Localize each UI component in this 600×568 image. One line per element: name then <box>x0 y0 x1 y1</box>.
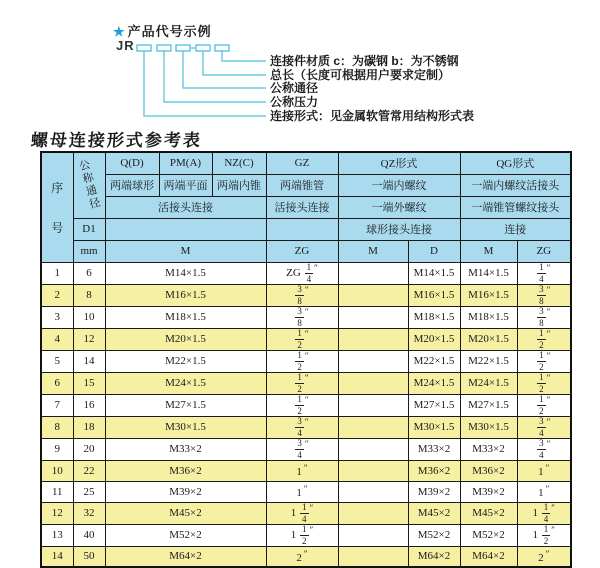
cell-m: M24×1.5 <box>105 372 266 394</box>
cell-gz: $\frac{3}{8}$ ″ <box>266 306 338 328</box>
header-unit-qz-d: D <box>408 240 460 262</box>
header-col-q: Q(D) <box>105 152 159 174</box>
header-unit-qg-zg: ZG <box>517 240 571 262</box>
cell-qg-m: M20×1.5 <box>460 328 517 350</box>
cell-gz: 1 $\frac{1}{4}$ ″ <box>266 502 338 524</box>
cell-seq: 6 <box>41 372 73 394</box>
cell-dn: 12 <box>73 328 105 350</box>
cell-qz-m <box>338 306 408 328</box>
cell-m: M22×1.5 <box>105 350 266 372</box>
cell-qz-m <box>338 350 408 372</box>
cell-qg-zg: $\frac{3}{4}$ ″ <box>517 416 571 438</box>
seq-char: 序 <box>51 180 64 195</box>
table-row <box>41 350 571 372</box>
cell-gz: 1 ″ <box>266 460 338 481</box>
cell-dn: 14 <box>73 350 105 372</box>
cell-seq: 14 <box>41 546 73 567</box>
cell-dn: 15 <box>73 372 105 394</box>
cell-seq: 13 <box>41 524 73 546</box>
label-material: 连接件材质 c：为碳钢 b：为不锈钢 <box>270 54 459 68</box>
header-gz-desc: 两端锥管 <box>266 174 338 196</box>
connector-2 <box>164 51 266 102</box>
cell-qz-d: M33×2 <box>408 438 460 460</box>
table-row <box>41 372 571 394</box>
cell-qg-zg: $\frac{1}{4}$ ″ <box>517 262 571 284</box>
cell-qg-m: M33×2 <box>460 438 517 460</box>
cell-qg-zg: 2 ″ <box>517 546 571 567</box>
cell-m: M39×2 <box>105 481 266 502</box>
cell-seq: 11 <box>41 481 73 502</box>
cell-qz-m <box>338 328 408 350</box>
cell-qz-m <box>338 524 408 546</box>
cell-qz-d: M52×2 <box>408 524 460 546</box>
cell-qz-m <box>338 262 408 284</box>
cell-qz-d: M36×2 <box>408 460 460 481</box>
cell-seq: 8 <box>41 416 73 438</box>
cell-qz-m <box>338 460 408 481</box>
cell-qz-d: M39×2 <box>408 481 460 502</box>
cell-seq: 10 <box>41 460 73 481</box>
table-row <box>41 460 571 481</box>
cell-gz: $\frac{1}{2}$ ″ <box>266 328 338 350</box>
cell-qg-m: M39×2 <box>460 481 517 502</box>
label-connection-form: 连接形式：见金属软管常用结构形式表 <box>270 109 475 123</box>
cell-m: M14×1.5 <box>105 262 266 284</box>
cell-qg-m: M45×2 <box>460 502 517 524</box>
table-row <box>41 262 571 284</box>
header-joint-gz: 活接头连接 <box>266 196 338 218</box>
header-q-desc: 两端球形 <box>105 174 159 196</box>
cell-qz-m <box>338 438 408 460</box>
cell-m: M18×1.5 <box>105 306 266 328</box>
header-empty-gz <box>266 218 338 240</box>
cell-m: M20×1.5 <box>105 328 266 350</box>
cell-gz: $\frac{1}{2}$ ″ <box>266 394 338 416</box>
seq-char: 号 <box>51 220 64 235</box>
cell-m: M30×1.5 <box>105 416 266 438</box>
product-code-prefix: JR <box>116 38 135 53</box>
cell-seq: 12 <box>41 502 73 524</box>
cell-dn: 25 <box>73 481 105 502</box>
cell-qg-m: M36×2 <box>460 460 517 481</box>
diagram-title-text: 产品代号示例 <box>127 24 212 39</box>
header-col-pm: PM(A) <box>159 152 212 174</box>
table-header <box>41 152 571 262</box>
cell-qg-m: M30×1.5 <box>460 416 517 438</box>
label-nominal-pressure: 公称压力 <box>270 95 319 109</box>
connector-5 <box>222 51 266 61</box>
cell-qz-m <box>338 502 408 524</box>
cell-gz: $\frac{1}{2}$ ″ <box>266 350 338 372</box>
table-row <box>41 416 571 438</box>
header-unit-zg: ZG <box>266 240 338 262</box>
header-d1: D1 <box>73 218 105 240</box>
cell-gz: $\frac{3}{4}$ ″ <box>266 416 338 438</box>
cell-m: M36×2 <box>105 460 266 481</box>
cell-qz-d: M30×1.5 <box>408 416 460 438</box>
header-unit-mm: mm <box>73 240 105 262</box>
header-dn-text: 公称通径 <box>76 158 102 212</box>
code-box-1 <box>137 45 151 51</box>
header-qz-desc2: 一端外螺纹 <box>338 196 460 218</box>
header-joint-left: 活接头连接 <box>105 196 266 218</box>
header-pm-desc: 两端平面 <box>159 174 212 196</box>
header-dn <box>73 152 105 218</box>
cell-dn: 16 <box>73 394 105 416</box>
cell-qg-zg: 1 ″ <box>517 460 571 481</box>
cell-qz-m <box>338 416 408 438</box>
cell-qz-d: M20×1.5 <box>408 328 460 350</box>
cell-qg-m: M18×1.5 <box>460 306 517 328</box>
cell-m: M16×1.5 <box>105 284 266 306</box>
cell-qz-d: M16×1.5 <box>408 284 460 306</box>
cell-gz: 1 $\frac{1}{2}$ ″ <box>266 524 338 546</box>
cell-m: M45×2 <box>105 502 266 524</box>
cell-qg-zg: 1 $\frac{1}{2}$ ″ <box>517 524 571 546</box>
header-seq-text <box>42 155 73 259</box>
cell-qg-m: M24×1.5 <box>460 372 517 394</box>
table-title: 螺母连接形式参考表 <box>30 131 203 150</box>
cell-m: M64×2 <box>105 546 266 567</box>
cell-gz: $\frac{1}{2}$ ″ <box>266 372 338 394</box>
cell-qg-m: M22×1.5 <box>460 350 517 372</box>
cell-m: M33×2 <box>105 438 266 460</box>
cell-dn: 22 <box>73 460 105 481</box>
cell-qz-d: M24×1.5 <box>408 372 460 394</box>
header-qg-conn: 连接 <box>460 218 571 240</box>
cell-qg-m: M64×2 <box>460 546 517 567</box>
star-icon: ★ <box>113 24 126 39</box>
cell-qg-m: M52×2 <box>460 524 517 546</box>
cell-qz-m <box>338 372 408 394</box>
cell-seq: 1 <box>41 262 73 284</box>
table-row <box>41 546 571 567</box>
header-qg-desc2: 一端锥管螺纹接头 <box>460 196 571 218</box>
header-qg-desc1: 一端内螺纹活接头 <box>460 174 571 196</box>
cell-dn: 6 <box>73 262 105 284</box>
cell-qg-m: M27×1.5 <box>460 394 517 416</box>
header-nz-desc: 两端内锥 <box>212 174 266 196</box>
table-row <box>41 306 571 328</box>
cell-seq: 3 <box>41 306 73 328</box>
cell-dn: 10 <box>73 306 105 328</box>
header-col-qg: QG形式 <box>460 152 571 174</box>
cell-dn: 18 <box>73 416 105 438</box>
cell-qg-zg: $\frac{1}{2}$ ″ <box>517 394 571 416</box>
header-unit-qz-m: M <box>338 240 408 262</box>
cell-qz-d: M45×2 <box>408 502 460 524</box>
cell-dn: 20 <box>73 438 105 460</box>
cell-qg-zg: $\frac{1}{2}$ ″ <box>517 372 571 394</box>
label-total-length: 总长（长度可根据用户要求定制） <box>270 68 451 82</box>
header-col-qz: QZ形式 <box>338 152 460 174</box>
cell-dn: 8 <box>73 284 105 306</box>
table-row <box>41 394 571 416</box>
cell-gz: ZG $\frac{1}{4}$ ″ <box>266 262 338 284</box>
cell-dn: 40 <box>73 524 105 546</box>
code-box-2 <box>157 45 171 51</box>
header-col-nz: NZ(C) <box>212 152 266 174</box>
label-nominal-diameter: 公称通径 <box>270 81 319 95</box>
cell-qz-d: M64×2 <box>408 546 460 567</box>
header-seq <box>41 152 73 262</box>
cell-seq: 4 <box>41 328 73 350</box>
cell-qz-d: M14×1.5 <box>408 262 460 284</box>
code-box-4 <box>196 45 210 51</box>
cell-qz-m <box>338 546 408 567</box>
cell-qz-m <box>338 284 408 306</box>
cell-qg-m: M14×1.5 <box>460 262 517 284</box>
header-unit-m: M <box>105 240 266 262</box>
cell-qg-zg: 1 ″ <box>517 481 571 502</box>
cell-m: M52×2 <box>105 524 266 546</box>
cell-qz-d: M27×1.5 <box>408 394 460 416</box>
table-row <box>41 481 571 502</box>
table-body <box>41 262 571 567</box>
cell-qg-zg: $\frac{3}{4}$ ″ <box>517 438 571 460</box>
cell-qg-zg: $\frac{1}{2}$ ″ <box>517 328 571 350</box>
cell-qg-zg: $\frac{3}{8}$ ″ <box>517 306 571 328</box>
header-col-gz: GZ <box>266 152 338 174</box>
cell-qg-zg: $\frac{1}{2}$ ″ <box>517 350 571 372</box>
table-row <box>41 524 571 546</box>
header-qz-conn: 球形接头连接 <box>338 218 460 240</box>
cell-gz: $\frac{3}{8}$ ″ <box>266 284 338 306</box>
header-empty-left <box>105 218 266 240</box>
cell-qg-m: M16×1.5 <box>460 284 517 306</box>
cell-qz-m <box>338 394 408 416</box>
cell-gz: $\frac{3}{4}$ ″ <box>266 438 338 460</box>
table-row <box>41 438 571 460</box>
cell-qz-d: M18×1.5 <box>408 306 460 328</box>
cell-gz: 2 ″ <box>266 546 338 567</box>
connector-3 <box>183 51 266 88</box>
cell-seq: 2 <box>41 284 73 306</box>
cell-qg-zg: 1 $\frac{1}{4}$ ″ <box>517 502 571 524</box>
connector-4 <box>203 51 266 75</box>
nut-connection-table <box>40 151 572 568</box>
cell-qz-m <box>338 481 408 502</box>
code-box-5 <box>215 45 229 51</box>
code-box-3 <box>176 45 190 51</box>
table-row <box>41 328 571 350</box>
cell-gz: 1 ″ <box>266 481 338 502</box>
header-unit-qg-m: M <box>460 240 517 262</box>
cell-seq: 5 <box>41 350 73 372</box>
cell-m: M27×1.5 <box>105 394 266 416</box>
table-row <box>41 284 571 306</box>
cell-dn: 32 <box>73 502 105 524</box>
cell-seq: 9 <box>41 438 73 460</box>
cell-dn: 50 <box>73 546 105 567</box>
cell-qg-zg: $\frac{3}{8}$ ″ <box>517 284 571 306</box>
cell-qz-d: M22×1.5 <box>408 350 460 372</box>
cell-seq: 7 <box>41 394 73 416</box>
header-qz-desc1: 一端内螺纹 <box>338 174 460 196</box>
table-row <box>41 502 571 524</box>
